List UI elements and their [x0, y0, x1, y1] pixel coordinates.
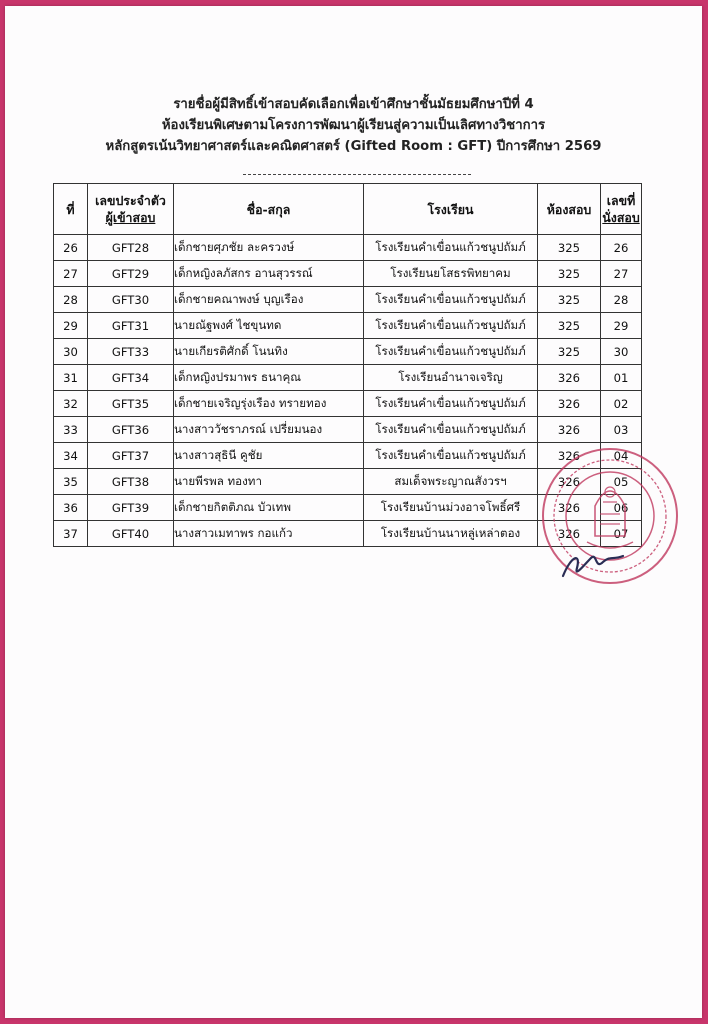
cell-exam-id: GFT38: [88, 469, 174, 495]
cell-seat: 28: [601, 287, 642, 313]
table-row: [54, 365, 642, 391]
header-school: โรงเรียน: [364, 184, 538, 235]
cell-room: 326: [538, 417, 601, 443]
cell-school: โรงเรียนคำเขื่อนแก้วชนูปถัมภ์: [364, 235, 538, 261]
header-room: ห้องสอบ: [538, 184, 601, 235]
cell-seat: 05: [601, 469, 642, 495]
cell-school: โรงเรียนคำเขื่อนแก้วชนูปถัมภ์: [364, 339, 538, 365]
cell-seat: 06: [601, 495, 642, 521]
cell-seat: 02: [601, 391, 642, 417]
cell-no: 35: [54, 469, 88, 495]
cell-room: 325: [538, 235, 601, 261]
cell-no: 34: [54, 443, 88, 469]
cell-name: เด็กชายคณาพงษ์ บุญเรือง: [174, 287, 364, 313]
cell-exam-id: GFT33: [88, 339, 174, 365]
cell-room: 326: [538, 391, 601, 417]
cell-exam-id: GFT31: [88, 313, 174, 339]
title-line-3: หลักสูตรเน้นวิทยาศาสตร์และคณิตศาสตร์ (Gifted Room : GFT) ปีการศึกษา 2569: [105, 139, 602, 154]
cell-seat: 30: [601, 339, 642, 365]
cell-seat: 04: [601, 443, 642, 469]
cell-exam-id: GFT37: [88, 443, 174, 469]
cell-room: 325: [538, 287, 601, 313]
cell-no: 32: [54, 391, 88, 417]
cell-school: สมเด็จพระญาณสังวรฯ: [364, 469, 538, 495]
cell-name: เด็กหญิงปรมาพร ธนาคุณ: [174, 365, 364, 391]
cell-no: 29: [54, 313, 88, 339]
cell-school: โรงเรียนคำเขื่อนแก้วชนูปถัมภ์: [364, 417, 538, 443]
cell-name: เด็กชายเจริญรุ่งเรือง ทรายทอง: [174, 391, 364, 417]
cell-no: 27: [54, 261, 88, 287]
cell-exam-id: GFT40: [88, 521, 174, 547]
cell-school: โรงเรียนบ้านนาหลู่เหล่าตอง: [364, 521, 538, 547]
cell-school: โรงเรียนคำเขื่อนแก้วชนูปถัมภ์: [364, 443, 538, 469]
cell-no: 28: [54, 287, 88, 313]
title-line-2: ห้องเรียนพิเศษตามโครงการพัฒนาผู้เรียนสู่ความเป็นเลิศทางวิชาการ: [161, 118, 546, 133]
table-row: [54, 391, 642, 417]
cell-exam-id: GFT35: [88, 391, 174, 417]
document-heading: [5, 94, 702, 157]
cell-no: 26: [54, 235, 88, 261]
cell-school: โรงเรียนคำเขื่อนแก้วชนูปถัมภ์: [364, 287, 538, 313]
table-row: [54, 417, 642, 443]
table-row: [54, 235, 642, 261]
cell-room: 326: [538, 495, 601, 521]
header-no: ที่: [54, 184, 88, 235]
cell-room: 325: [538, 339, 601, 365]
table-row: [54, 339, 642, 365]
cell-name: นายเกียรติศักดิ์ โนนทิง: [174, 339, 364, 365]
table-row: [54, 261, 642, 287]
signature-mark: [563, 556, 623, 576]
cell-name: เด็กชายศุภชัย ละครวงษ์: [174, 235, 364, 261]
cell-room: 325: [538, 261, 601, 287]
cell-school: โรงเรียนอำนาจเจริญ: [364, 365, 538, 391]
cell-school: โรงเรียนยโสธรพิทยาคม: [364, 261, 538, 287]
cell-seat: 27: [601, 261, 642, 287]
table-row: [54, 287, 642, 313]
header-name: ชื่อ-สกุล: [174, 184, 364, 235]
cell-room: 326: [538, 443, 601, 469]
cell-exam-id: GFT30: [88, 287, 174, 313]
cell-no: 31: [54, 365, 88, 391]
cell-exam-id: GFT36: [88, 417, 174, 443]
seal-rings: [543, 449, 677, 583]
cell-room: 325: [538, 313, 601, 339]
official-seal-stamp: [537, 444, 683, 590]
cell-seat: 07: [601, 521, 642, 547]
cell-name: นางสาวสุธินี คูชัย: [174, 443, 364, 469]
cell-exam-id: GFT34: [88, 365, 174, 391]
cell-no: 30: [54, 339, 88, 365]
cell-room: 326: [538, 521, 601, 547]
cell-room: 326: [538, 469, 601, 495]
cell-name: นายณัฐพงศ์ ไชขุนทด: [174, 313, 364, 339]
table-header-row: [54, 184, 642, 235]
table-row: [54, 313, 642, 339]
document-page: [5, 6, 702, 1018]
cell-name: นายพีรพล ทองทา: [174, 469, 364, 495]
cell-school: โรงเรียนคำเขื่อนแก้วชนูปถัมภ์: [364, 391, 538, 417]
cell-seat: 01: [601, 365, 642, 391]
cell-name: นางสาวเมทาพร กอแก้ว: [174, 521, 364, 547]
header-seat: เลขที่ นั่งสอบ: [601, 184, 642, 235]
cell-room: 326: [538, 365, 601, 391]
cell-name: เด็กชายกิตติภณ บัวเทพ: [174, 495, 364, 521]
cell-exam-id: GFT39: [88, 495, 174, 521]
cell-exam-id: GFT29: [88, 261, 174, 287]
title-line-1: รายชื่อผู้มีสิทธิ์เข้าสอบคัดเลือกเพื่อเข้าศึกษาชั้นมัธยมศึกษาปีที่ 4: [173, 97, 534, 112]
cell-name: นางสาววัชราภรณ์ เปรี่ยมนอง: [174, 417, 364, 443]
cell-no: 36: [54, 495, 88, 521]
header-exam-id: เลขประจำตัว ผู้เข้าสอบ: [88, 184, 174, 235]
cell-school: โรงเรียนคำเขื่อนแก้วชนูปถัมภ์: [364, 313, 538, 339]
cell-no: 37: [54, 521, 88, 547]
cell-name: เด็กหญิงลภัสกร อานสุวรรณ์: [174, 261, 364, 287]
dashed-divider: [243, 174, 471, 175]
cell-no: 33: [54, 417, 88, 443]
cell-seat: 26: [601, 235, 642, 261]
cell-seat: 29: [601, 313, 642, 339]
cell-school: โรงเรียนบ้านม่วงอาจโพธิ์ศรี: [364, 495, 538, 521]
cell-seat: 03: [601, 417, 642, 443]
cell-exam-id: GFT28: [88, 235, 174, 261]
